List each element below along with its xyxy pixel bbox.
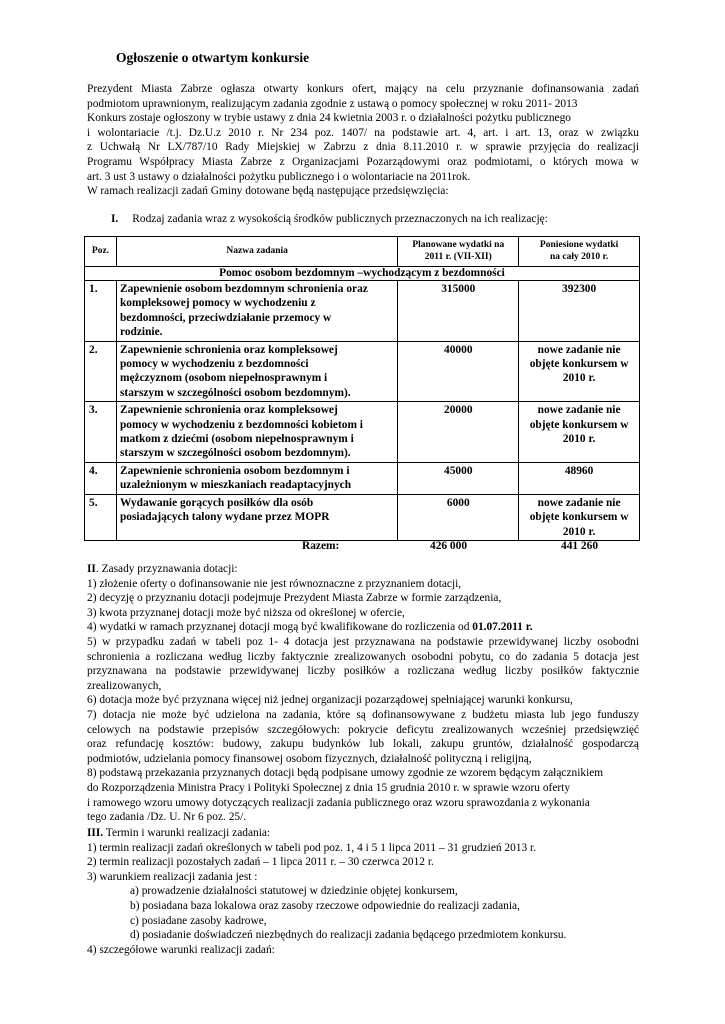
term-item: 3) warunkiem realizacji zadania jest : bbox=[87, 870, 258, 883]
header-planowane-line: 2011 r. (VII-XII) bbox=[424, 251, 492, 262]
rule-item-line: celowych na podstawie przepisów szczegółowych: pokrycie deficytu zrealizowanych wcześniej przedsięwzięć bbox=[87, 723, 639, 736]
rule-item-line: i ramowego wzoru umowy dotyczących realizacji zadania publicznego oraz wzoru sprawozdania z wykonania bbox=[87, 796, 590, 809]
row-name bbox=[116, 341, 397, 402]
rule-item-date: 01.07.2011 r. bbox=[472, 621, 533, 634]
row-name bbox=[116, 402, 397, 463]
row-name-line: pomocy w wychodzeniu z bezdomności kobietom i bbox=[119, 418, 363, 431]
row-plan: 6000 bbox=[398, 494, 519, 540]
row-poz: 3. bbox=[85, 402, 117, 463]
intro-line: Prezydent Miasta Zabrze ogłasza otwarty konkurs ofert, mający na celu przyznanie dofinansowania zadań bbox=[87, 83, 639, 95]
table-row bbox=[85, 494, 640, 540]
rule-item-line: oraz refundację kosztów: budowy, zakupu budynków lub lokali, zakupu gruntów, działalność gospodarczą bbox=[87, 738, 639, 751]
row-spent-line: nowe zadanie nie bbox=[537, 343, 621, 356]
row-plan: 20000 bbox=[398, 402, 519, 463]
row-name bbox=[116, 494, 397, 540]
section-3-title: Termin i warunki realizacji zadania: bbox=[103, 827, 271, 839]
rule-item-line: przyznawana na podstawie przewidywanej liczby posiłków a rozliczana według liczby posiłków faktycznie bbox=[87, 665, 639, 678]
row-name-line: uzależnionym w mieszkaniach readaptacyjnych bbox=[119, 479, 352, 492]
row-spent-line: 2010 r. bbox=[562, 525, 596, 538]
intro-line: podmiotom uprawnionym, realizującym zadania zgodnie z ustawą o pomocy społecznej w roku 2011- 2013 bbox=[87, 97, 578, 110]
row-plan: 315000 bbox=[398, 281, 519, 342]
row-name-line: Wydawanie gorących posiłków dla osób bbox=[119, 496, 314, 509]
term-item: 1) termin realizacji zadań określonych w tabeli pod poz. 1, 4 i 5 1 lipca 2011 – 31 grudzień 2013 r. bbox=[87, 841, 537, 854]
total-plan: 426 000 bbox=[430, 540, 468, 552]
table-row bbox=[85, 402, 640, 463]
intro-line: z Uchwałą Nr LX/787/10 Rady Miejskiej w Zabrzu z dnia 8.11.2010 r. w sprawie przyjęcia do realizacji bbox=[87, 141, 639, 154]
rule-item-line: 7) dotacja nie może być udzielona na zadania, które są dofinansowywane z budżetu miasta lub jego funduszy bbox=[87, 708, 639, 721]
row-plan: 45000 bbox=[398, 462, 519, 494]
category-row bbox=[85, 267, 640, 281]
header-poniesione-line: na cały 2010 r. bbox=[549, 251, 609, 262]
row-spent bbox=[519, 341, 640, 402]
row-poz: 2. bbox=[85, 341, 117, 402]
rule-item-line: podmiotów, udzielania pomocy finansowej osobom fizycznych, działalność polityczną i religijną, bbox=[87, 752, 532, 765]
row-spent bbox=[519, 462, 640, 494]
header-planowane bbox=[398, 237, 519, 267]
intro-paragraph bbox=[87, 82, 639, 199]
row-poz: 4. bbox=[85, 462, 117, 494]
header-planowane-line: Planowane wydatki na bbox=[412, 240, 505, 250]
rule-item: 3) kwota przyznanej dotacji może być niższa od określonej w ofercie, bbox=[87, 606, 405, 619]
row-name-line: Zapewnienie schronienia oraz kompleksowej bbox=[119, 343, 338, 356]
intro-line: Konkurs zostaje ogłoszony w trybie ustawy z dnia 24 kwietnia 2003 r. o działalności pożytku publicznego bbox=[87, 112, 571, 125]
intro-line: W ramach realizacji zadań Gminy dotowane będą następujące przedsięwzięcia: bbox=[87, 185, 449, 198]
row-name-line: rodzinie. bbox=[119, 326, 163, 339]
section-2-title: . Zasady przyznawania dotacji: bbox=[95, 563, 238, 575]
row-name-line: posiadających talony wydane przez MOPR bbox=[119, 511, 330, 524]
condition-item: b) posiadana baza lokalowa oraz zasoby rzeczowe odpowiednie do realizacji zadania, bbox=[130, 899, 520, 912]
row-spent bbox=[519, 281, 640, 342]
rule-item bbox=[87, 620, 639, 635]
category-label: Pomoc osobom bezdomnym –wychodzącym z bezdomności bbox=[85, 267, 640, 281]
condition-item: a) prowadzenie działalności statutowej w dziedzinie objętej konkursem, bbox=[130, 885, 458, 898]
row-spent-line: 392300 bbox=[562, 283, 597, 295]
row-name-line: bezdomności, przeciwdziałanie przemocy w bbox=[119, 311, 332, 324]
rule-item-line: tego zadania /Dz. U. Nr 6 poz. 25/. bbox=[87, 811, 247, 824]
rule-item-line: do Rozporządzenia Ministra Pracy i Polityki Społecznej z dnia 15 grudnia 2010 r. w sprawie wzoru oferty bbox=[87, 781, 571, 794]
row-spent-line: objęte konkursem w bbox=[529, 418, 629, 431]
rule-item: 2) decyzję o przyznaniu dotacji podejmuje Prezydent Miasta Zabrze w formie zarządzenia, bbox=[87, 592, 502, 605]
rule-item-line: schronienia a rozliczana według liczby faktycznie zrealizowanych osobodni pobytu, co do zadania 5 dotacja jest bbox=[87, 650, 639, 663]
row-name-line: pomocy w wychodzeniu z bezdomności bbox=[119, 358, 309, 371]
row-poz: 5. bbox=[85, 494, 117, 540]
section-2 bbox=[87, 562, 639, 825]
header-poz: Poz. bbox=[85, 237, 117, 267]
rule-item-text: 4) wydatki w ramach przyznanej dotacji mogą być kwalifikowane do rozliczenia od bbox=[87, 621, 473, 634]
term-item: 4) szczegółowe warunki realizacji zadań: bbox=[87, 943, 275, 956]
section-1-number: I. bbox=[111, 213, 119, 225]
term-item: 2) termin realizacji pozostałych zadań – 1 lipca 2011 r. – 30 czerwca 2012 r. bbox=[87, 856, 434, 869]
section-1-heading bbox=[111, 213, 548, 225]
section-3 bbox=[87, 826, 639, 957]
total-spent: 441 260 bbox=[561, 540, 599, 552]
row-name-line: mężczyznom (osobom niepełnosprawnym i bbox=[119, 372, 328, 385]
row-name-line: Zapewnienie osobom bezdomnym schronienia oraz bbox=[119, 283, 368, 295]
row-spent bbox=[519, 402, 640, 463]
row-name bbox=[116, 462, 397, 494]
header-poniesione-line: Poniesione wydatki bbox=[539, 240, 619, 250]
rule-item-line: zrealizowanych, bbox=[87, 679, 162, 692]
row-spent-line: nowe zadanie nie bbox=[537, 496, 621, 509]
table-row bbox=[85, 281, 640, 342]
row-name-line: Zapewnienie schronienia osobom bezdomnym i bbox=[119, 464, 350, 477]
section-1-text: Rodzaj zadania wraz z wysokością środków publicznych przeznaczonych na ich realizację: bbox=[132, 213, 548, 225]
intro-line: i wolontariacie /t.j. Dz.U.z 2010 r. Nr 234 poz. 1407/ na podstawie art. 4, art. i art. 13, oraz w związku bbox=[87, 126, 639, 139]
section-2-number: II bbox=[87, 563, 96, 575]
row-spent-line: objęte konkursem w bbox=[529, 511, 629, 524]
table-row bbox=[85, 341, 640, 402]
row-name-line: matkom z dziećmi (osobom niepełnosprawnym i bbox=[119, 433, 354, 446]
section-3-heading bbox=[87, 826, 639, 841]
row-name-line: kompleksowej pomocy w wychodzeniu z bbox=[119, 297, 316, 310]
row-spent-line: objęte konkursem w bbox=[529, 358, 629, 371]
tasks-table bbox=[84, 236, 640, 541]
section-2-heading bbox=[87, 562, 639, 577]
table-header-row bbox=[85, 237, 640, 267]
row-plan: 40000 bbox=[398, 341, 519, 402]
row-poz: 1. bbox=[85, 281, 117, 342]
rule-item-line: 8) podstawą przekazania przyznanych dotacji będą podpisane umowy zgodnie ze wzorem będącym załącznikiem bbox=[87, 767, 604, 780]
total-label: Razem: bbox=[302, 540, 340, 552]
row-name-line: starszym w szczególności osobom bezdomnym). bbox=[119, 447, 351, 460]
row-spent bbox=[519, 494, 640, 540]
row-spent-line: nowe zadanie nie bbox=[537, 404, 621, 417]
intro-line: art. 3 ust 3 ustawy o działalności pożytku publicznego i o wolontariacie na 2011rok. bbox=[87, 170, 471, 183]
row-spent-line: 2010 r. bbox=[562, 433, 596, 446]
row-name bbox=[116, 281, 397, 342]
row-name-line: Zapewnienie schronienia oraz kompleksowej bbox=[119, 404, 338, 417]
row-name-line: starszym w szczególności osobom bezdomnym). bbox=[119, 386, 351, 399]
intro-line: Programu Współpracy Miasta Zabrze z Organizacjami Pozarządowymi oraz podmiotami, o których mowa w bbox=[87, 155, 639, 168]
row-spent-line: 48960 bbox=[564, 464, 594, 477]
rule-item: 6) dotacja może być przyznana więcej niż jednej organizacji pozarządowej spełniającej warunki konkursu, bbox=[87, 694, 573, 707]
header-poniesione bbox=[519, 237, 640, 267]
page-title: Ogłoszenie o otwartym konkursie bbox=[116, 50, 310, 65]
rule-item-line: 5) w przypadku zadań w tabeli poz 1- 4 dotacja jest przyznawana na podstawie przewidywanej liczby osobodni bbox=[87, 635, 639, 648]
condition-item: d) posiadanie doświadczeń niezbędnych do realizacji zadania będącego przedmiotem konkursu. bbox=[130, 929, 567, 942]
rule-item: 1) złożenie oferty o dofinansowanie nie jest równoznaczne z przyznaniem dotacji, bbox=[87, 577, 462, 590]
header-nazwa: Nazwa zadania bbox=[116, 237, 397, 267]
condition-item: c) posiadane zasoby kadrowe, bbox=[130, 914, 267, 927]
row-spent-line: 2010 r. bbox=[562, 372, 596, 385]
table-row bbox=[85, 462, 640, 494]
section-3-number: III. bbox=[87, 827, 104, 839]
